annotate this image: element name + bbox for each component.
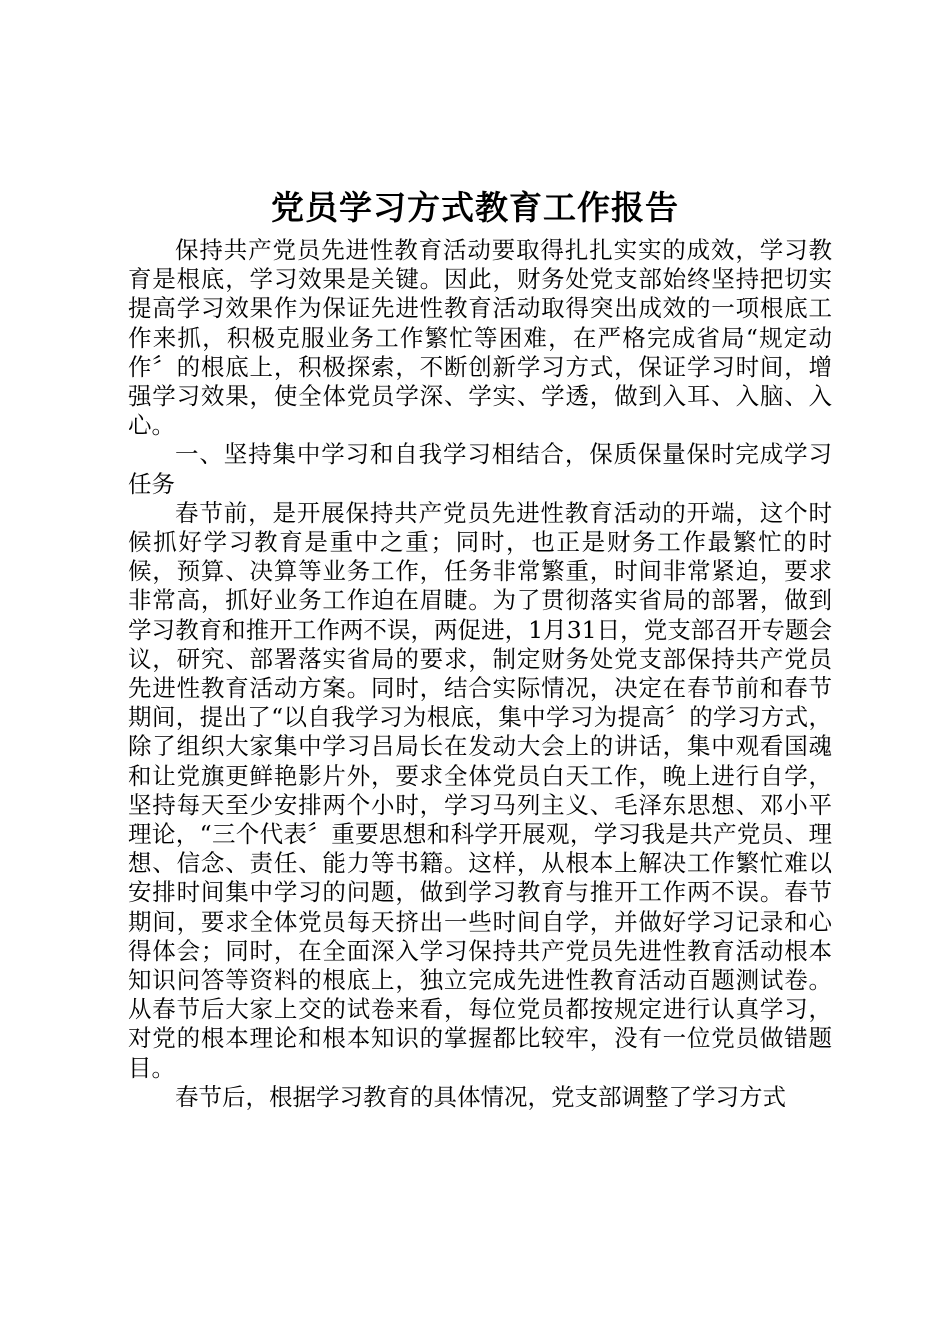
paragraph-intro: 保持共产党员先进性教育活动要取得扎扎实实的成效，学习教育是根底，学习效果是关键。因此，财务处党支部始终坚持把切实提高学习效果作为保证先进性教育活动取得突出成效的一项根底工作来抓，积极克服业务工作繁忙等困难，在严格完成省局“规定动作〞的根底上，积极探索，不断创新学习方式，保证学习时间，增强学习效果，使全体党员学深、学实、学透，做到入耳、入脑、入心。 (128, 236, 832, 440)
paragraph-before-spring-festival: 春节前，是开展保持共产党员先进性教育活动的开端，这个时候抓好学习教育是重中之重；同时，也正是财务工作最繁忙的时候，预算、决算等业务工作，任务非常繁重，时间非常紧迫，要求非常高，抓好业务工作迫在眉睫。为了贯彻落实省局的部署，做到学习教育和推开工作两不误，两促进，1月31日，党支部召开专题会议，研究、部署落实省局的要求，制定财务处党支部保持共产党员先进性教育活动方案。同时，结合实际情况，决定在春节前和春节期间，提出了“以自我学习为根底，集中学习为提高〞的学习方式，除了组织大家集中学习吕局长在发动大会上的讲话，集中观看国魂和让党旗更鲜艳影片外，要求全体党员白天工作，晚上进行自学，坚持每天至少安排两个小时，学习马列主义、毛泽东思想、邓小平理论，“三个代表〞重要思想和科学开展观，学习我是共产党员、理想、信念、责任、能力等书籍。这样，从根本上解决工作繁忙难以安排时间集中学习的问题，做到学习教育与推开工作两不误。春节期间，要求全体党员每天挤出一些时间自学，并做好学习记录和心得体会；同时，在全面深入学习保持共产党员先进性教育活动根本知识问答等资料的根底上，独立完成先进性教育活动百题测试卷。从春节后大家上交的试卷来看，每位党员都按规定进行认真学习，对党的根本理论和根本知识的掌握都比较牢，没有一位党员做错题目。 (128, 498, 832, 1082)
paragraph-after-spring-festival: 春节后，根据学习教育的具体情况，党支部调整了学习方式 (175, 1082, 786, 1111)
section-heading-1: 一、坚持集中学习和自我学习相结合，保质保量保时完成学习任务 (128, 440, 832, 498)
document-title: 党员学习方式教育工作报告 (271, 188, 679, 227)
document-body (128, 236, 832, 1112)
